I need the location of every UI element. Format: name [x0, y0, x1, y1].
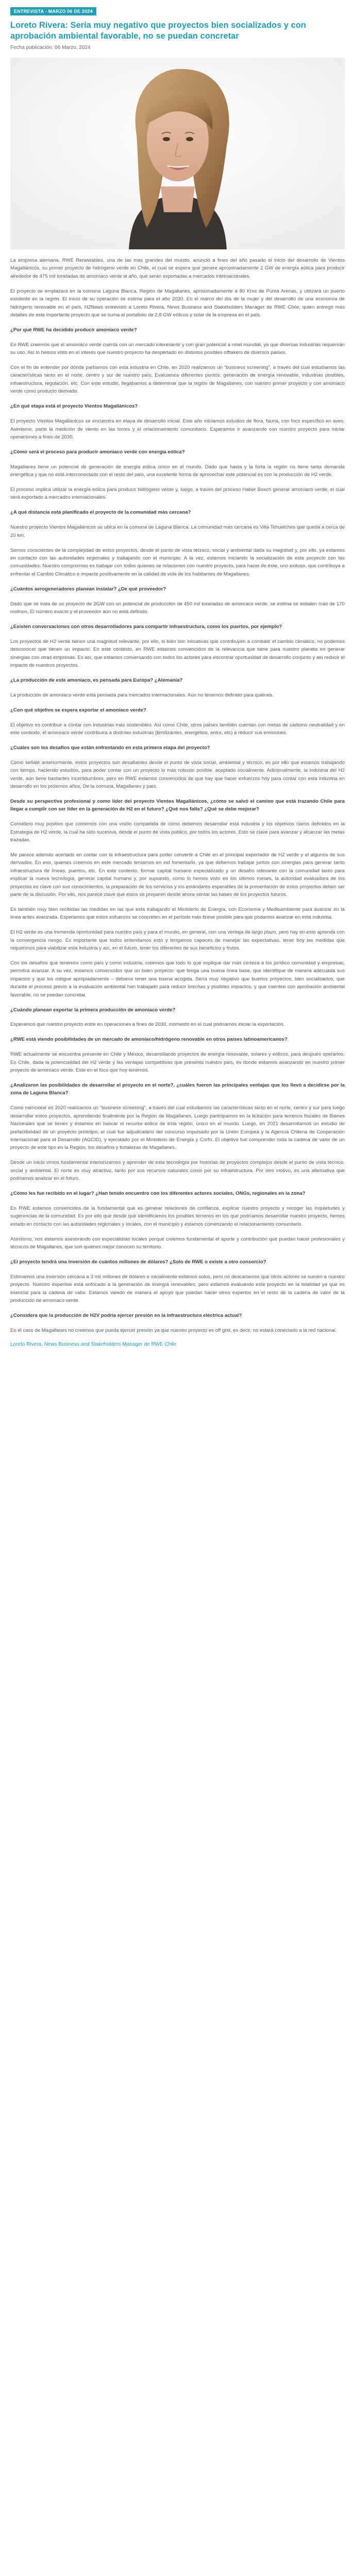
paragraph: El proceso implica utilizar la energía eólica para producir hidrógeno verde y, luego, a través del proceso Haber Bosch generar amoníaco verde, el cual será exportado a mercados internacionales. — [10, 487, 345, 501]
paragraph: La producción de amoníaco verde está pensada para mercados internacionales. Aún no tenemos definido para quiénes. — [10, 692, 274, 698]
portrait-photo — [10, 58, 345, 249]
paragraph: Asimismo, nos estamos asesorando con especialistas locales porque creemos fundamental el aporte y contribución que puedan hacer profesionales y técnicos de Magallanes, que son quienes mejor conocen su territorio. — [10, 1236, 345, 1250]
paragraph: Con el fin de entender por dónde partíamos con esta industria en Chile, en 2020 realizamos un “business screening”, a través del cual estudiamos las características tanto en el norte, centro y sur de nuestro país. Evaluamos diferentes puntos: generación de energía renovable, industrias posibles, infraestructura, regulación, etc. Con este estudio, llegábamos a determinar que la región de Magallanes, con nuestro primer proyecto y con amoníaco verde como producto derivado. — [10, 365, 345, 395]
paragraph: Magallanes tiene un potencial de generación de energía eólica único en el mundo. Dado que hasta y la forta la región no tiene tanta demanda energética y que no está interconectado con el resto del país, una excelente forma de aprovechar este potencial es con la producción de H2 verde. — [10, 464, 345, 478]
interview-question: ¿En qué etapa está el proyecto Vientos Magallánicos? — [10, 403, 138, 410]
paragraph: El objetivo es contribuir a contar con industrias más sostenibles. Así como Chile, otros países también cuentan con metas de carbono neutralidad y en este contexto, el amoníaco verde contribuirá a distintas industrias (fertilizantes, energético, entre, etc) a reducir sus emisiones. — [10, 722, 345, 736]
article-title: Loreto Rivera: Sería muy negativo que proyectos bien socializados y con aprobación ambiental favorable, no se puedan concretar — [10, 21, 306, 41]
interview-question: ¿Existen conversaciones con otros desarrolladores para compartir infraestructura, como los puertos, por ejemplo? — [10, 623, 282, 630]
interview-question: ¿Cómo será el proceso para producir amoníaco verde con energía eólica? — [10, 449, 185, 455]
paragraph: El proyecto se emplazará en la comuna Laguna Blanca, Región de Magallanes, aproximadamente a 80 Kms de Punta Arenas, y utilizará un puerto existente en la región. El inicio de su operación se estima para el año 2030. En el marco del día de la mujer y del desarrollo de una economía de hidrógeno renovable en el país, H2News entrevistó a Loreto Rivera, News Business and Stakeholders Manager de RWE Chile, quien entregó más detalles de este importante proyecto que se suma al portafolio de 2,8 GW eólicos y solar de la empresa en el país. — [10, 288, 345, 318]
paragraph: Me parece además acertado en contar con la infraestructura para poder convertir a Chile en el principal exportador de H2 verde y el algunos de sus derivados. En eso, quienes creemos en este mercado teníamos en ind fomentarlo, ya que debemos trabajar juntos con sinergias para generar tanto infraestructura de líneas, puertos, etc. En este contexto, formar capital humano especializado y un desafío relevante con la comunidad tanto para explicar la nueva tecnología, generar capital humano y, por supuesto, como lo hemos visto en los últimos meses, la autoridad evaluadora de los proyectos es clave con sus conocimientos, la preparación de los servicios y los estándares esperables de la presentación de estos proyectos deben ser parte de la discusión. Por ello, nos parece clave que éstos se preparen desde ahora sentar las bases de los proyectos futuros. — [10, 852, 345, 898]
portrait-illustration — [10, 58, 345, 249]
category-badge[interactable]: ENTREVISTA - MARZO 06 DE 2024 — [10, 7, 96, 15]
interview-question: ¿Por qué RWE ha decidido producir amoníaco verde? — [10, 327, 137, 333]
interview-question: ¿Con qué objetivo se espera exportar el amoníaco verde? — [10, 707, 146, 713]
paragraph: Esperamos que nuestro proyecto entre en operaciones a fines de 2030, momento en el cual podríamos iniciar la exportación. — [10, 1022, 285, 1028]
paragraph: Estimamos una inversión cercana a 3 mil millones de dólares e inicialmente estamos solos, pero no descartamos que otros actores se sumen a nuestro proyecto. Nuestro expertise está enfocado a la generación de energía renovables, pero estamos evaluando este proyecto en la totalidad ya que es esencial para la cadena de valor. Estamos viendo de manera el apoyo que puedan hacer otros expertos en el resto de la cadena de valor de la producción de amoníaco verde. — [10, 1274, 345, 1303]
paragraph: En RWE estamos convencidos de la fundamental que es generar relaciones de confianza, explicar nuestro proyecto y recoger las inquietudes y sugerencias de la comunidad. Es por ello que desde que identificamos los posibles terrenos en los que podríamos desarrollar nuestro proyecto, hemos estado en contacto con las autoridades regionales y locales, con el municipio y estamos comenzando el relacionamiento comunitario. — [10, 1205, 345, 1227]
interview-question: ¿Cuándo planean exportar la primera producción de amoníaco verde? — [10, 1007, 176, 1013]
paragraph: Dado que se trata de un proyecto de 2GW con un potencial de producción de 450 mil toneladas de amoníaco verde, se estima se instalen más de 170 molinos. El número exacto y el proveedor aún no está definido. — [10, 601, 345, 615]
interviewee-signature[interactable]: Loreto Rivera, News Business and Stakeholders Manager de RWE Chile — [10, 1341, 177, 1347]
publish-date: Fecha publicación: 06 Marzo, 2024 — [10, 45, 91, 50]
interview-question: ¿RWE está viendo posibilidades de un mercado de amoníaco/hidrógeno renovable en otros países latinoamericanos? — [10, 1037, 288, 1043]
interview-question: ¿El proyecto tendrá una inversión de cuántos millones de dólares? ¿Solo de RWE o existe a otro consorcio? — [10, 1259, 266, 1265]
paragraph: Es también muy bien recibidas las medidas en las que está trabajando el Ministerio de Energía, con Economía y Medioambiente para avanzar en la línea antes avanzada. Esperamos que estos esfuerzos se concreten en el período más breve posible para que podamos avanzar en esta industria. — [10, 906, 345, 921]
paragraph: En el caso de Magallanes no creemos que pueda ejercer presión ya que nuestro proyecto es off grid, es decir, no estará conectado a la red nacional. — [10, 1327, 337, 1333]
interview-question: ¿A qué distancia está planificado el proyecto de la comunidad más cercana? — [10, 510, 191, 516]
paragraph: Como señalé anteriormente, estos proyectos son desafiantes desde el punto de vista social, ambiental y técnico, es por ello que estamos trabajando con tiempo, haciendo estudios, para poder contar con un proyecto lo más robusto posible, aceptado socialmente. Adicionalmente, la industria del H2 verde, aún tiene bastantes incertidumbres, pero en RWE estamos convencidos de que hay que hacer esfuerzos hoy para contar con esta industria en desarrollo en los próximos años, De la comuna, Magallanes y país. — [10, 759, 345, 790]
interview-question: ¿Cuáles son los desafíos que están enfrentando en esta primera etapa del proyecto? — [10, 744, 210, 751]
article-body — [10, 257, 345, 1334]
interview-question: ¿Analizaron las posibilidades de desarrollar el proyecto en el norte?, ¿cuáles fueron las principales ventajas que los llevó a decidirse por la zona de Laguna Blanca? — [10, 1082, 345, 1096]
paragraph: En RWE creemos que el amoníaco verde cuenta con un mercado interesante y con gran potencial a nivel mundial, ya que diversas industrias requerirán su uso. Así lo hemos visto en el interés que nuestro proyecto ha despertado en distintos posibles offtakers de diversos países. — [10, 342, 345, 356]
interview-question: ¿Cómo les fue recibido en el lugar? ¿Han tenido encuentro con los diferentes actores sociales, ONGs, regionales en la zona? — [10, 1190, 306, 1196]
paragraph: Considero muy positivo que contemos con una visión compartida de cómo debemos desarrollar esta industria y los objetivos claros definidos en la Estrategia de H2 verde, la cual ha sido sucesiva, desde el punto de vista público, por todos los actores. Esto se clave para avanzar y alcanzar las metas trazadas. — [10, 821, 345, 843]
interview-question: ¿Considera que la producción de H2V podría ejercer presión en la infraestructura eléctrica actual? — [10, 1312, 242, 1318]
paragraph: Los proyectos de H2 verde tienen una magnitud relevante, por ello, si bien son iniciativas que contribuyen a combatir el cambio climático, no podemos desconocer que tienen un impacto. En este contexto, en RWE estamos convencidos de la relevancia que tiene para nuestro planeta en generar sinergias con otras empresas. Es así, que estamos conversando con todos los actores para encontrar oportunidad de desarrollo conjunto y así reducir el impacto de nuestros proyectos. — [10, 638, 345, 669]
interview-question: Desde su perspectiva profesional y como líder del proyecto Vientos Magallánicos, ¿cómo se salvó el camino que está trazando Chile para llegar a cumplir con ser líder en la generación de H2 en el futuro? ¿Qué nos falta? ¿Qué se debe mejorar? — [10, 799, 345, 812]
paragraph: Con los desafíos que tenemos como país y como industria, creemos que todo lo que implique dar más certeza a los jurídico comunidad y empresas, permitirá avanzar. A su vez, estamos convencidos que un buen proyecto: que tenga una buena línea base, que identifique de manera adecuada sus impactos y que los mitigue apropiadamente – debiese tener una buena acogida. Sería muy negativo que buenos proyectos, bien socializados, que durante el proceso previo a la evaluación ambiental han trabajado para reducir brechas y posibles impactos, y que cuenten con aprobación ambiental favorable, no se puedan concretar. — [10, 960, 345, 998]
paragraph: Desde un inicio vimos fundamental interiorizarnos y aprender de esta tecnología por historias de proyectos complejos desde el punto de vista técnico, social y ambiental. El norte es muy atractivo, tanto por sus recursos naturales como por su infraestructura. Por otro motivo, es una alternativa que podríamos analizar en el futuro. — [10, 1160, 345, 1182]
paragraph: RWE actualmente se encuentra presente en Chile y México, desarrollando proyectos de energía renovable, solares y eólicos, para después operarlos. En Chile, dada la potencialidad del H2 verde y las ventajas competitivas que presenta nuestro país, es donde estamos avanzando en nuestro primer proyecto de amoníaco verde. Este en el foco que hoy tenemos. — [10, 1052, 345, 1074]
paragraph: Como mencioné en 2020 realizamos un “business screening”, a través del cual estudiamos las características tanto en el norte, centro y sur para luego desarrollar estos proyectos, aprendiendo finalmente por la Región de Magallanes. Luego participamos en la licitación para terrenos fiscales de Bienes Nacionales que se tienes y estamos en buscar el recurso eólico de esta región, único en el mundo. Luego, en 2021 desarrollamos un estudio de prefactibilidad de un proyecto prototipo, el cual fue adjudicatario del concurso impulsado por la Unión Europea y la Agencia Chilena de Cooperación Internacional para el Desarrollo (AGCID), y ejecutado por el Ministerio de Energía y Corfo. El objetivo fue comprender toda la cadena de valor de un proyecto de este tipo en la Región, los desafíos y fortalezas de Magallanes. — [10, 1105, 345, 1151]
paragraph: Nuestro proyecto Vientos Magallánicos se ubica en la comuna de Laguna Blanca. La comunidad más cercana es Villa Tehuelches que queda a cerca de 20 km. — [10, 524, 345, 538]
interview-question: ¿Cuántos aerogeneradores planean instalar? ¿De qué proveedor? — [10, 586, 166, 592]
paragraph: El proyecto Vientos Magallánicos se encuentra en etapa de desarrollo inicial. Este año iniciamos estudios de flora, fauna, con foco específico en aves. Asimismo, parte la medición de viento en las torres y el relacionamiento comunitario. Esperamos ir avanzando con nuestro proyecto para iniciar operaciones a fines de 2030. — [10, 418, 345, 440]
paragraph: El H2 verde es una tremenda oportunidad para nuestro país y para el mundo, en general, con una ventaja de largo plazo, pero hay en esto aprenda con la convergencia riesgo. Es importante que todos entendamos esto y tengamos capaces de manejar las expectativas, tener hoy las medidas que requerimos para viabilizar esta industria y así, en el futuro, tener los diferentes de sus beneficios y frutos. — [10, 929, 345, 952]
interview-question: ¿La producción de este amoníaco, es pensada para Europa? ¿Alemania? — [10, 677, 183, 683]
paragraph: Somos conscientes de la complejidad de estos proyectos, desde el punto de vista técnico, social y ambiental dada su magnitud y, por ello, ya estamos en contacto con las autoridades regionales y trabajando con el municipio. A la vez, estamos iniciando la socialización de este proyecto con las comunidades. Nuestro compromiso es trabajar con todos quienes se relacionen con nuestro proyecto, para hacer de éste, uno exitoso, que contribuya a enfrentar el Cambio Climático e impacte positivamente en la calidad de vida de los habitantes de Magallanes. — [10, 547, 345, 577]
paragraph: La empresa alemana, RWE Renewables, una de las más grandes del mundo, anunció a fines del año pasado el inicio del desarrollo de Vientos Magallánicos, su primer proyecto de hidrógeno verde en Chile, el cual se espera que genere aproximadamente 2 GW de energía eólica para producir alrededor de 475 mil toneladas de amoníaco verde al año, que serán exportadas a mercados internacionales. — [10, 258, 345, 279]
